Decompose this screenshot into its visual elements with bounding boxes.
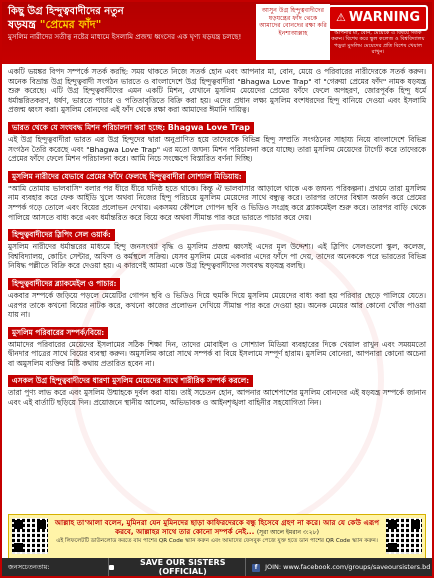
bottom-right[interactable] [246, 563, 432, 572]
header-title-block [8, 6, 274, 42]
header-highlight: "প্রেমের ফাঁদ" [39, 18, 102, 31]
bottom-right-link[interactable]: JOIN: www.facebook.com/groups/saveoursisters.bd [265, 562, 431, 571]
section-title-text: এসকল উগ্র হিন্দুত্ববাদীদের ধারণা মুসলিম মেয়েদের সাথে শারীরিক সম্পর্ক করলে: [12, 376, 250, 386]
quran-quote-text: আল্লাহ তা'আলা বলেন, মুমিনরা যেন মুমিনদের ছাড়া কাফিরদেরকে বন্ধু হিসেবে গ্রহণ না করে। আর যে কেউ এরূপ করবে, আল্লাহর সাথে তার কোনো সম্পর্ক নেই... [54, 518, 380, 536]
section-text: তারা পুণ্য লাভ করে এবং মুসলিম উম্মাহকে দুর্বল করা যায়। তাই সচেতন হোন, আপনার আশেপাশের মুসলিম বোনদের এই ষড়যন্ত্র সম্পর্কে জানান এবং এই বার্তাটি ছড়িয়ে দিন। প্রয়োজনে স্থানীয় আলেম, অভিভাবক ও আইনশৃঙ্খলা বাহিনীর সহযোগিতা নিন। [8, 388, 426, 408]
section-title-text: হিন্দুত্ববাদীদের ব্ল্যাকমেইল ও পাচার: [12, 278, 117, 288]
section-title-text: মুসলিম নারীদের যেভাবে প্রেমের ফাঁদে ফেলছে হিন্দুত্ববাদীরা সোশ্যাল মিডিয়ায়: [12, 171, 242, 181]
bottom-left-label: জনসচেতনতায়: [8, 562, 50, 571]
warning-triangle-icon: ⚠ [336, 11, 346, 24]
header-banner [2, 2, 432, 64]
section-text: "আমি তোমায় ভালবাসি" বলার পর ধীরে ধীরে ঘনিষ্ঠ হতে থাকে। কিন্তু ঐ ভালবাসার আড়ালে থাকে এক জঘন্য পরিকল্পনা। প্রথমে তারা মুসলিম নাম ব্যবহার করে ফেক আইডি খুলে অথবা নিজের হিন্দু পরিচয়ে মুসলিম মেয়েদের সাথে বন্ধুত্ব করে। তারপর তাদের বিশ্বাস অর্জন করে প্রেমের সম্পর্ক গড়ে তোলে এবং বিয়ের প্রলোভন দেখায়। একসময় কৌশলে গোপন ছবি ও ভিডিও সংগ্রহ করে ব্ল্যাকমেইল শুরু করে। তারপর বাড়ি থেকে পালিয়ে আসতে বাধ্য করে এবং ধর্মান্তরিত করে বিয়ে করে অথবা সীমান্ত পার করে ভারতে পাচার করে দেয়। [8, 183, 426, 222]
section-title [8, 278, 120, 290]
section-title-text: মুসলিম পরিবারের সম্পর্ক/বিয়ে: [12, 327, 105, 337]
header-center-note: আসুন উগ্র হিন্দুত্ববাদীদের ষড়যন্ত্রের ফাঁদ থেকে আমাদের বোনদের রক্ষা করি ইনশাআল্লাহ [256, 4, 330, 60]
bottom-center [108, 558, 246, 576]
header-subtitle: মুসলিম নারীদের সতীত্ব নষ্টের মাধ্যমে ইসলামি প্রজন্ম ধ্বংসের এক ঘৃণ্য ষড়যন্ত্র চলছে! [8, 33, 242, 41]
section-title [8, 375, 253, 387]
leaflet-body [2, 64, 432, 408]
qr-note: এই লিফলেটটি ডাউনলোড করতে বাম পাশের QR Code স্ক্যান করুন এবং আমাদের ফেসবুক পেজে যুক্ত হতে ডান পাশের QR Code স্ক্যান করুন। [56, 538, 378, 544]
warning-badge [328, 5, 428, 31]
section-text: একবার সম্পর্কে জড়িয়ে পড়লে মেয়েটির গোপন ছবি ও ভিডিও দিয়ে হুমকি দিয়ে মুসলিম মেয়েদের বাধ্য করা হয় পরিবার ছেড়ে পালিয়ে যেতে। এরপর তাকে কখনো বিয়ের নাটক করে, কখনো কাজের প্রলোভন দেখিয়ে সীমান্ত পার করে দেওয়া হয়। অনেক মেয়ের আর কোনো খোঁজ পাওয়া যায় না। [8, 290, 426, 320]
section-title-text: ভারত থেকে যে সংঘবদ্ধ মিশন পরিচালনা করা হচ্ছে: [12, 122, 166, 132]
section-title [8, 171, 246, 183]
qr-code-right-icon[interactable] [386, 518, 422, 554]
quran-reference: (সূরা আলে ইমরান ৩:২৮) [256, 529, 319, 536]
section-title [8, 327, 108, 339]
qr-code-left-icon[interactable] [12, 518, 48, 554]
section-1 [8, 115, 426, 164]
header-line-2-prefix: ষড়যন্ত্র [8, 18, 36, 31]
header-line-2 [8, 18, 274, 31]
section-title-en: Bhagwa Love Trap [167, 122, 250, 132]
warning-note: আপনার মা, বোন, মেয়েকে এ বিষয়ে সতর্ক করুন। বিশেষ করে স্কুল কলেজ ও বিশ্ববিদ্যালয় পড়ুয়া মুসলিম মেয়েদের প্রতি বিশেষ খেয়াল রাখুন। [331, 30, 425, 55]
footer-quran-box [8, 514, 426, 560]
section-title [8, 122, 254, 134]
header-line-1: কিছু উগ্র হিন্দুত্ববাদীদের নতুন [8, 6, 124, 17]
section-3 [8, 222, 426, 271]
section-text: মুসলিম নারীদের ধর্মান্তরের মাধ্যমে হিন্দু জনসংখ্যা বৃদ্ধি ও মুসলিম প্রজন্ম ধ্বংসই এদের মূল উদ্দেশ্য। এই স্লিপিং সেলগুলো স্কুল, কলেজ, বিশ্ববিদ্যালয়, কোচিং সেন্টার, অফিস ও কর্মস্থলে সক্রিয়। যেসব মুসলিম মেয়ে একবার এদের ফাঁদে পা দেয়, তাদের অনেককে পরে ভারতের বিভিন্ন নিষিদ্ধ পল্লীতে বিক্রি করে দেওয়া হয়। এ কারণেই আমরা একে উগ্র হিন্দুত্ববাদীদের সংঘবদ্ধ ষড়যন্ত্র বলছি। [8, 242, 426, 271]
lock-icon [109, 565, 114, 570]
section-6 [8, 368, 426, 407]
section-2 [8, 164, 426, 222]
bottom-center-label: SAVE OUR SISTERS (OFFICIAL) [140, 558, 226, 576]
intro-paragraph: একটি ভয়ঙ্কর বিপদ সম্পর্কে সতর্ক করছি: সময় থাকতে নিজে সতর্ক হোন এবং আপনার মা, বোন, মেয়ে ও পরিবারের নারীদেরকে সতর্ক করুন। অনেক বিভ্রান্ত উগ্র হিন্দুত্ববাদী সংগঠন ভারতে ও বাংলাদেশে উগ্র হিন্দুত্ববাদীরা "Bhagwa Love Trap" বা "গেরুয়া প্রেমের ফাঁদ" নামক ষড়যন্ত্র শুরু করেছে। এটি উগ্র হিন্দুত্ববাদীদের এমন একটি মিশন, যেখানে মুসলিম মেয়েদের প্রেমের ফাঁদে ফেলে অপহরণ, জোরপূর্বক হিন্দু ধর্মে ধর্মান্তরিতকরণ, ধর্ষণ, ভারতে পাচার ও পতিতাবৃত্তিতে বিক্রি করা হয়। এদের প্রধান লক্ষ্য মুসলিম বংশধরদের হিন্দু বানিয়ে দেওয়া এবং ইসলামি প্রজন্ম ধ্বংস করা। মুসলিম বোনদের এই ফাঁদ থেকে রক্ষা করা আমাদের ঈমানি দায়িত্ব। [8, 67, 426, 115]
facebook-icon: f [252, 564, 260, 572]
warning-label: WARNING [348, 10, 420, 25]
section-text: এই উগ্র হিন্দুত্ববাদীরা ভারত এর উগ্র হিন্দুদের দ্বারা অনুপ্রাণিত হয়ে তাদেরকে বিভিন্ন হিন্দু সম্প্রতি সংগঠনের সাহায্য নিয়ে বাংলাদেশে বিভিন্ন সংগঠন তৈরি করেছে এবং "Bhagwa Love Trap" এর মতো জঘন্য মিশন পরিচালনা করে যাচ্ছে। তারা মুসলিম মেয়েদের টার্গেট করে তাদেরকে প্রেমের ফাঁদে ফেলে মিশন পরিচালনা করে। আমি নিচে সংক্ষেপে বিস্তারিত বর্ণনা দিচ্ছি। [8, 134, 426, 164]
section-title [8, 229, 115, 241]
section-text: আমাদের পরিবারের মেয়েদের ইসলামের সঠিক শিক্ষা দিন, তাদের মোবাইল ও সোশ্যাল মিডিয়া ব্যবহারের দিকে খেয়াল রাখুন এবং সময়মতো দ্বীনদার পাত্রের সাথে বিয়ের ব্যবস্থা করুন। অমুসলিম কারো সাথে সম্পর্ক বা বিয়ে ইসলামে সম্পূর্ণ হারাম। মুসলিম বোনেরা, আপনারা কোনো অচেনা বা অমুসলিম ব্যক্তির মিষ্টি কথায় প্রতারিত হবেন না। [8, 339, 426, 368]
bottom-bar [2, 558, 432, 576]
quran-quote [53, 518, 381, 537]
section-5 [8, 320, 426, 369]
section-title-text: হিন্দুত্ববাদীদের স্লিপিং সেল ওয়ার্ক: [12, 230, 111, 240]
section-4 [8, 271, 426, 320]
